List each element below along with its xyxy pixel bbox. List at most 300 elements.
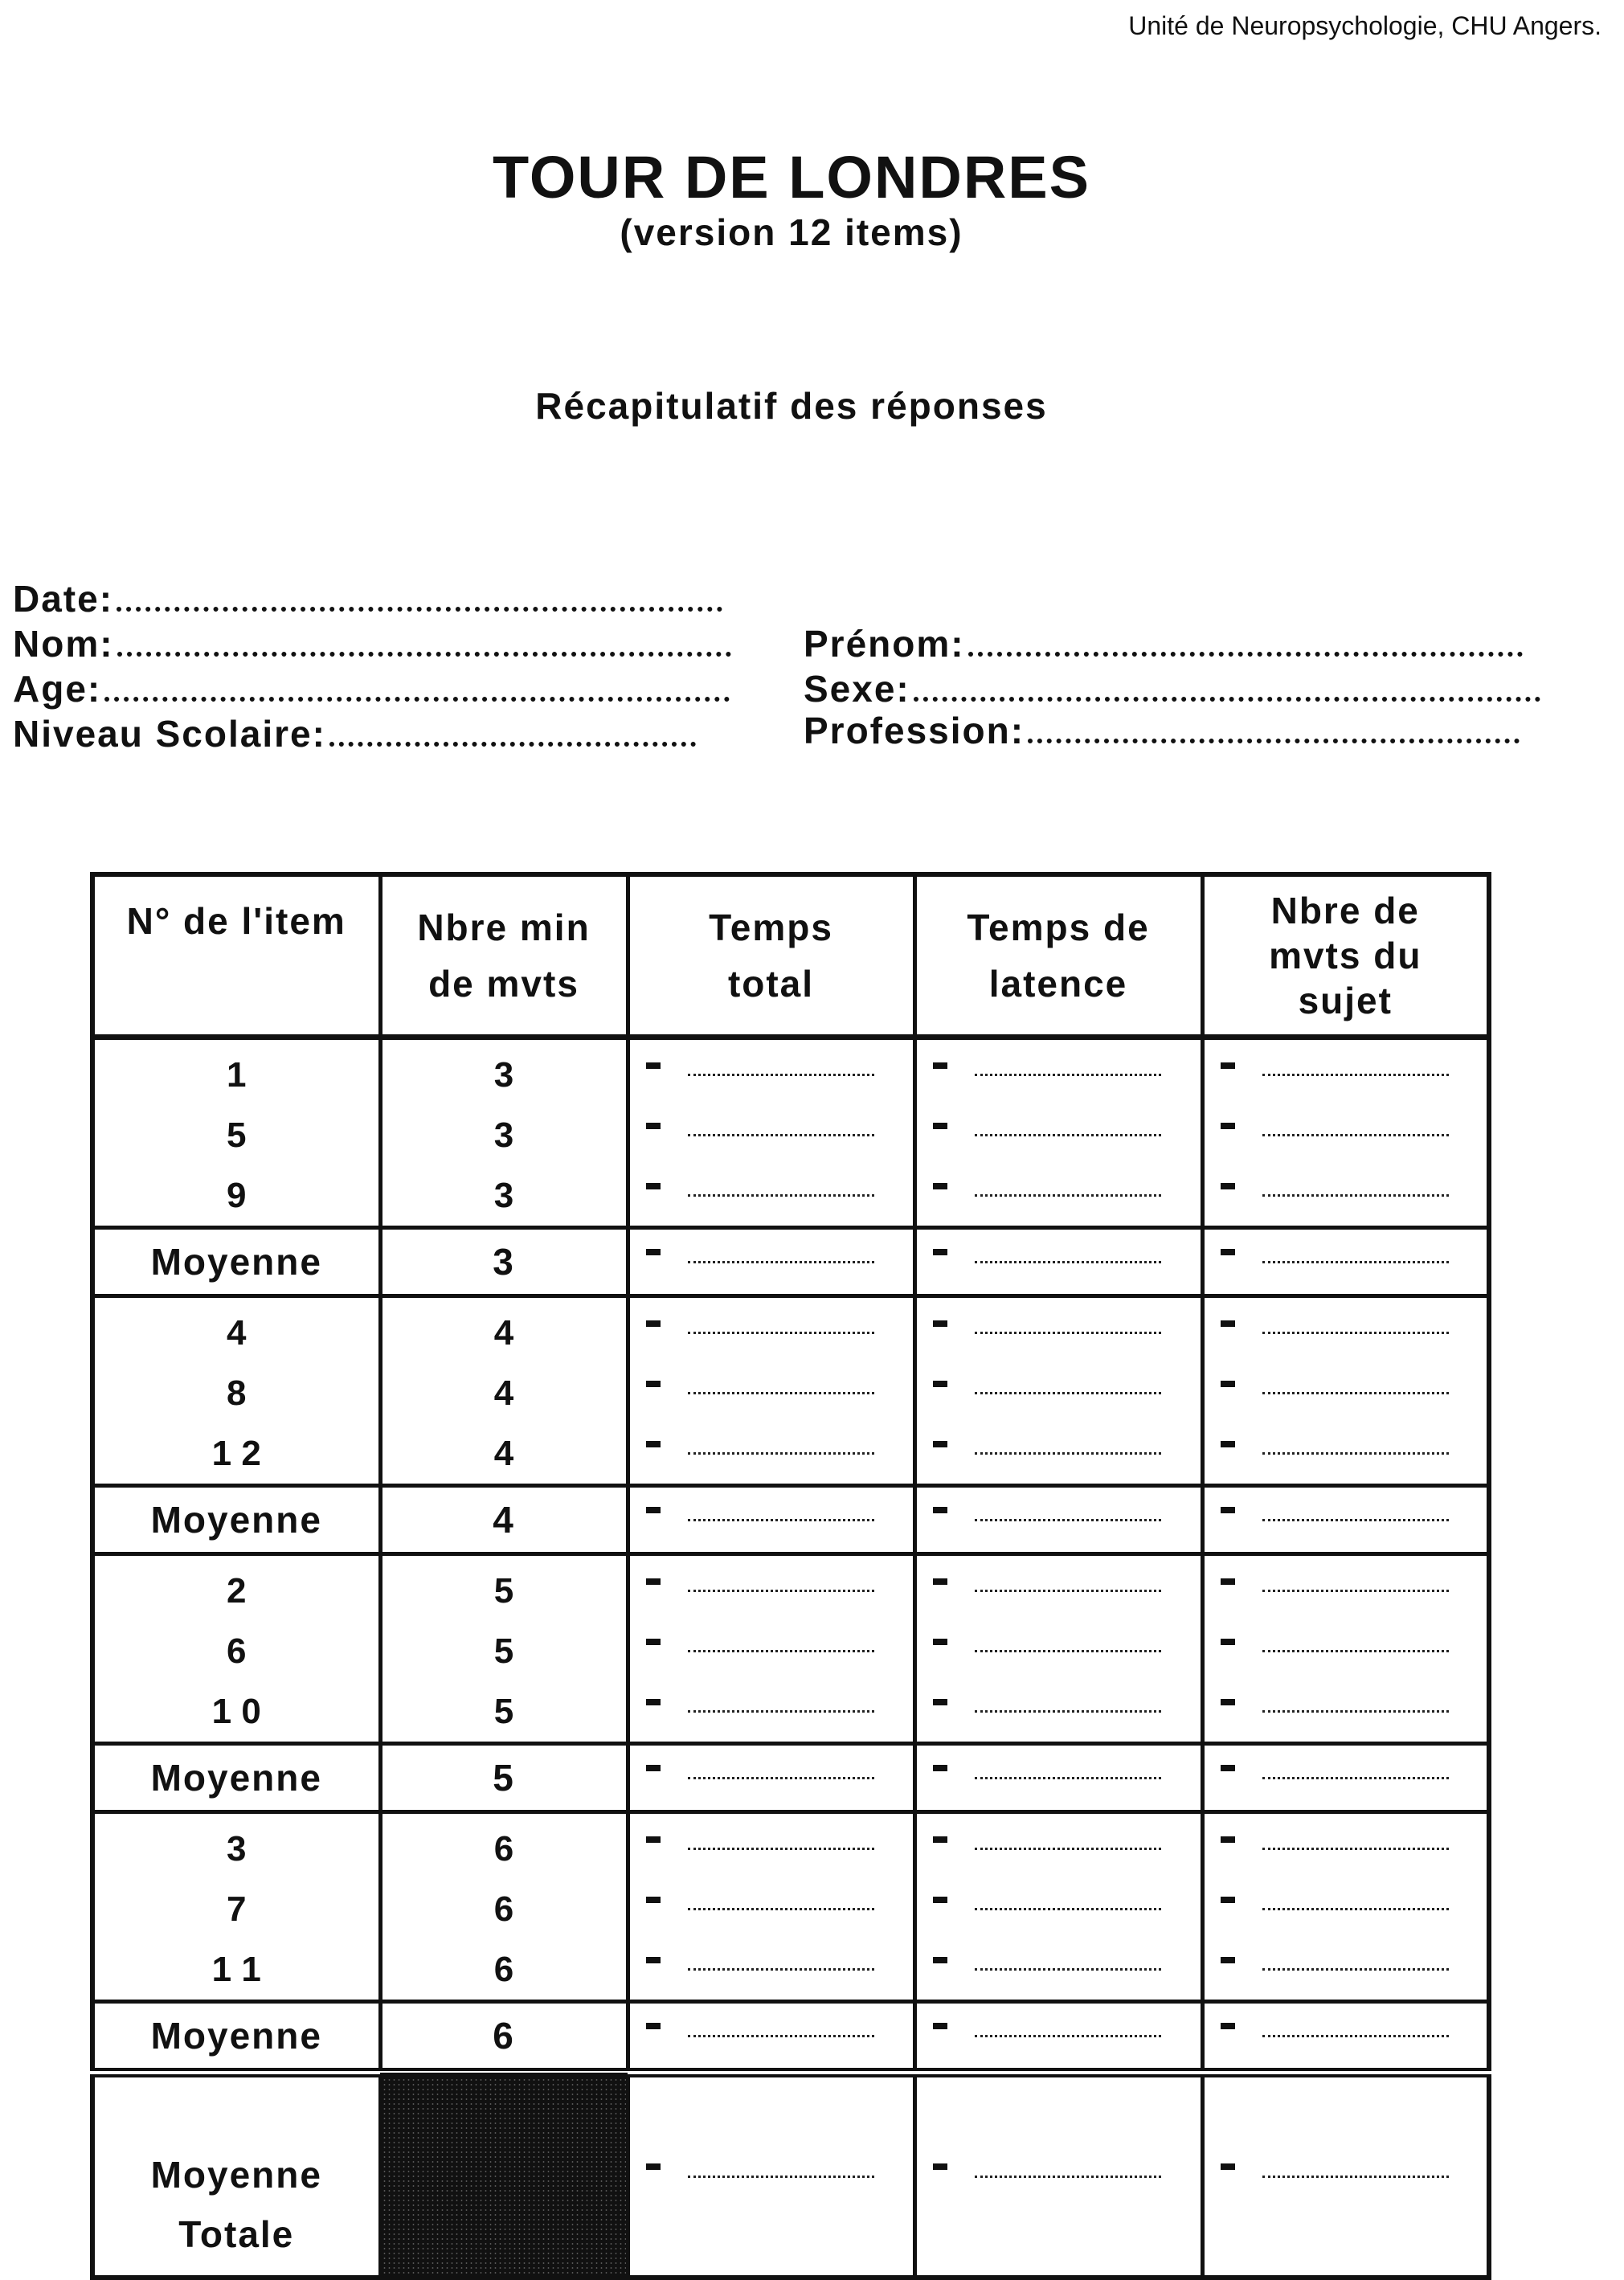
average-total-time-cell-entry[interactable] [630, 1488, 913, 1552]
dotted-entry-line[interactable] [688, 1777, 874, 1779]
latency-cell-entry[interactable] [917, 1423, 1201, 1484]
average-latency-cell[interactable] [914, 1744, 1202, 1812]
subject-moves-cell[interactable] [1202, 1879, 1489, 1939]
dotted-entry-line[interactable] [1262, 1650, 1449, 1652]
total-time-cell[interactable] [628, 1554, 914, 1622]
dash-mark [646, 1639, 661, 1645]
min-moves-cell: 3 [380, 1038, 628, 1106]
dotted-entry-line[interactable] [688, 1392, 874, 1394]
form-title: TOUR DE LONDRES [492, 144, 1091, 211]
dotted-entry-line[interactable] [688, 1908, 874, 1910]
dash-mark [1221, 1183, 1235, 1189]
dotted-entry-line[interactable] [1262, 1519, 1449, 1521]
min-moves-cell: 4 [380, 1296, 628, 1364]
average-row [92, 1486, 1489, 1554]
subject-moves-cell-entry[interactable] [1205, 1363, 1487, 1423]
dotted-entry-line[interactable] [1262, 2176, 1449, 2178]
table-row [92, 1879, 1489, 1939]
latency-cell[interactable] [914, 1879, 1202, 1939]
table-row [92, 1939, 1489, 2002]
total-average-time-cell-entry[interactable] [630, 2077, 913, 2275]
dotted-entry-line[interactable] [688, 1074, 874, 1076]
average-min-moves-cell: 6 [380, 2002, 628, 2073]
dash-mark [646, 2023, 661, 2029]
total-time-cell[interactable] [628, 1939, 914, 2002]
subject-moves-cell-entry[interactable] [1205, 1939, 1487, 2000]
dotted-entry-line[interactable] [975, 1134, 1161, 1136]
dash-mark [646, 2163, 661, 2170]
average-subject-moves-cell-entry[interactable] [1205, 1230, 1487, 1294]
average-subject-moves-cell-entry[interactable] [1205, 2004, 1487, 2068]
min-moves-cell: 6 [380, 1812, 628, 1880]
latency-cell-entry[interactable] [917, 1561, 1201, 1621]
min-moves-cell: 3 [380, 1105, 628, 1165]
table-row [92, 1554, 1489, 1622]
min-moves-cell: 3 [380, 1165, 628, 1228]
dotted-entry-line[interactable] [1262, 1590, 1449, 1592]
section-heading: Récapitulatif des réponses [535, 385, 1048, 427]
dash-mark [646, 1836, 661, 1843]
total-time-cell-entry[interactable] [630, 1939, 913, 2000]
total-time-cell-entry[interactable] [630, 1681, 913, 1742]
dotted-entry-line[interactable] [1262, 1848, 1449, 1850]
min-moves-cell: 4 [380, 1423, 628, 1486]
table-row [92, 1038, 1489, 1106]
dash-mark [1221, 1578, 1235, 1585]
prenom-dotted-line[interactable] [968, 652, 1523, 657]
min-moves-cell: 5 [380, 1681, 628, 1744]
latency-cell-entry[interactable] [917, 1303, 1201, 1363]
header-item-number [92, 874, 380, 1038]
subject-moves-cell[interactable] [1202, 1038, 1489, 1106]
dotted-entry-line[interactable] [975, 1848, 1161, 1850]
average-subject-moves-cell[interactable] [1202, 1486, 1489, 1554]
dotted-entry-line[interactable] [975, 1332, 1161, 1334]
age-dotted-line[interactable] [104, 697, 730, 702]
header-latency [914, 874, 1202, 1038]
dash-mark [933, 1578, 947, 1585]
item-number-cell: 9 [92, 1165, 380, 1228]
average-total-time-cell[interactable] [628, 1486, 914, 1554]
subject-moves-cell[interactable] [1202, 1296, 1489, 1364]
subject-moves-cell-entry[interactable] [1205, 1621, 1487, 1681]
dash-mark [646, 1699, 661, 1705]
latency-cell[interactable] [914, 1681, 1202, 1744]
dash-mark [1221, 1320, 1235, 1327]
dotted-entry-line[interactable] [975, 1968, 1161, 1971]
average-total-time-cell-entry[interactable] [630, 2004, 913, 2068]
dotted-entry-line[interactable] [688, 2035, 874, 2037]
table-header-row [92, 874, 1489, 1038]
prenom-label: Prénom: [804, 623, 965, 665]
dash-mark [1221, 1441, 1235, 1447]
latency-cell-entry[interactable] [917, 1045, 1201, 1105]
average-latency-cell-entry[interactable] [917, 2004, 1201, 2068]
dash-mark [1221, 1699, 1235, 1705]
average-latency-cell[interactable] [914, 1228, 1202, 1296]
dash-mark [1221, 1765, 1235, 1771]
institution-label: Unité de Neuropsychologie, CHU Angers. [1128, 11, 1602, 40]
min-moves-cell: 6 [380, 1939, 628, 2002]
dotted-entry-line[interactable] [1262, 2035, 1449, 2037]
total-time-cell[interactable] [628, 1165, 914, 1228]
total-time-cell-entry[interactable] [630, 1363, 913, 1423]
total-average-label-cell [92, 2073, 380, 2278]
table-row [92, 1105, 1489, 1165]
dotted-entry-line[interactable] [975, 1519, 1161, 1521]
min-moves-cell: 4 [380, 1363, 628, 1423]
item-number-cell: 3 [92, 1812, 380, 1880]
average-label-cell: Moyenne [92, 1486, 380, 1554]
subject-moves-cell-entry[interactable] [1205, 1561, 1487, 1621]
average-label-cell: Moyenne [92, 1228, 380, 1296]
dash-mark [1221, 1957, 1235, 1963]
date-field[interactable] [13, 577, 722, 620]
header-latency-line1: Temps de [967, 907, 1150, 948]
latency-cell[interactable] [914, 1105, 1202, 1165]
total-time-cell-entry[interactable] [630, 1303, 913, 1363]
subject-moves-cell[interactable] [1202, 1554, 1489, 1622]
dotted-entry-line[interactable] [1262, 1332, 1449, 1334]
header-subject-moves-line3: sujet [1298, 980, 1393, 1021]
dash-mark [646, 1123, 661, 1129]
profession-field[interactable] [804, 709, 1520, 752]
total-time-cell[interactable] [628, 1681, 914, 1744]
sexe-label: Sexe: [804, 668, 910, 710]
item-number-cell: 8 [92, 1363, 380, 1423]
total-average-subject-moves-cell[interactable] [1202, 2073, 1489, 2278]
item-number-cell: 1 1 [92, 1939, 380, 2002]
dash-mark [646, 1507, 661, 1513]
results-table [90, 872, 1491, 2280]
header-subject-moves-line2: mvts du [1269, 935, 1422, 976]
table-row [92, 1423, 1489, 1486]
latency-cell-entry[interactable] [917, 1879, 1201, 1939]
shaded-cell [380, 2073, 628, 2278]
average-row [92, 1228, 1489, 1296]
niveau-scolaire-field[interactable] [13, 712, 696, 755]
dash-mark [933, 1381, 947, 1387]
dotted-entry-line[interactable] [975, 2035, 1161, 2037]
average-total-time-cell[interactable] [628, 1744, 914, 1812]
dash-mark [1221, 1249, 1235, 1255]
total-average-latency-cell[interactable] [914, 2073, 1202, 2278]
average-min-moves-cell: 5 [380, 1744, 628, 1812]
latency-cell[interactable] [914, 1812, 1202, 1880]
dash-mark [933, 2023, 947, 2029]
dash-mark [646, 1441, 661, 1447]
dotted-entry-line[interactable] [975, 1908, 1161, 1910]
average-min-moves-cell: 3 [380, 1228, 628, 1296]
total-time-cell[interactable] [628, 1812, 914, 1880]
dash-mark [933, 1441, 947, 1447]
dash-mark [933, 1639, 947, 1645]
header-min-moves [380, 874, 628, 1038]
date-label: Date: [13, 578, 114, 620]
total-time-cell-entry[interactable] [630, 1879, 913, 1939]
average-subject-moves-cell[interactable] [1202, 2002, 1489, 2073]
min-moves-cell: 6 [380, 1879, 628, 1939]
latency-cell-entry[interactable] [917, 1105, 1201, 1165]
latency-cell[interactable] [914, 1939, 1202, 2002]
dotted-entry-line[interactable] [688, 1650, 874, 1652]
total-average-latency-cell-entry[interactable] [917, 2077, 1201, 2275]
dotted-entry-line[interactable] [688, 1710, 874, 1713]
subject-moves-cell[interactable] [1202, 1105, 1489, 1165]
subject-moves-cell[interactable] [1202, 1423, 1489, 1486]
latency-cell[interactable] [914, 1363, 1202, 1423]
table-row [92, 1165, 1489, 1228]
latency-cell[interactable] [914, 1423, 1202, 1486]
dash-mark [646, 1765, 661, 1771]
dash-mark [1221, 1062, 1235, 1069]
dotted-entry-line[interactable] [975, 1590, 1161, 1592]
average-total-time-cell-entry[interactable] [630, 1746, 913, 1810]
header-total-time [628, 874, 914, 1038]
subject-moves-cell-entry[interactable] [1205, 1819, 1487, 1879]
dash-mark [1221, 1507, 1235, 1513]
subject-moves-cell-entry[interactable] [1205, 1165, 1487, 1226]
average-total-time-cell-entry[interactable] [630, 1230, 913, 1294]
latency-cell[interactable] [914, 1554, 1202, 1622]
total-time-cell-entry[interactable] [630, 1621, 913, 1681]
average-row [92, 1744, 1489, 1812]
dash-mark [1221, 1836, 1235, 1843]
min-moves-cell: 5 [380, 1621, 628, 1681]
subject-moves-cell-entry[interactable] [1205, 1423, 1487, 1484]
total-average-label-line2: Totale [178, 2213, 295, 2255]
dotted-entry-line[interactable] [975, 1777, 1161, 1779]
total-time-cell[interactable] [628, 1621, 914, 1681]
min-moves-cell: 5 [380, 1554, 628, 1622]
dash-mark [646, 1381, 661, 1387]
dotted-entry-line[interactable] [1262, 1261, 1449, 1263]
subject-moves-cell[interactable] [1202, 1363, 1489, 1423]
dotted-entry-line[interactable] [975, 1710, 1161, 1713]
dotted-entry-line[interactable] [975, 2176, 1161, 2178]
prenom-field[interactable] [804, 622, 1523, 665]
table-body [92, 1038, 1489, 2278]
dotted-entry-line[interactable] [688, 1261, 874, 1263]
total-time-cell[interactable] [628, 1363, 914, 1423]
item-number-cell: 1 2 [92, 1423, 380, 1486]
age-field[interactable] [13, 667, 730, 710]
age-label: Age: [13, 668, 102, 710]
subject-moves-cell-entry[interactable] [1205, 1879, 1487, 1939]
nom-label: Nom: [13, 623, 114, 665]
dotted-entry-line[interactable] [975, 1392, 1161, 1394]
table-row [92, 1363, 1489, 1423]
dash-mark [933, 1765, 947, 1771]
total-time-cell-entry[interactable] [630, 1105, 913, 1165]
average-subject-moves-cell-entry[interactable] [1205, 1746, 1487, 1810]
dotted-entry-line[interactable] [688, 1452, 874, 1455]
dotted-entry-line[interactable] [1262, 1074, 1449, 1076]
subject-moves-cell-entry[interactable] [1205, 1681, 1487, 1742]
total-time-cell-entry[interactable] [630, 1165, 913, 1226]
latency-cell[interactable] [914, 1038, 1202, 1106]
header-item-number-text: N° de l'item [126, 900, 346, 942]
dotted-entry-line[interactable] [975, 1261, 1161, 1263]
dash-mark [933, 1836, 947, 1843]
header-subject-moves [1202, 874, 1489, 1038]
latency-cell-entry[interactable] [917, 1165, 1201, 1226]
average-label-cell: Moyenne [92, 1744, 380, 1812]
dash-mark [1221, 2023, 1235, 2029]
item-number-cell: 7 [92, 1879, 380, 1939]
latency-cell-entry[interactable] [917, 1621, 1201, 1681]
dash-mark [1221, 1639, 1235, 1645]
total-time-cell-entry[interactable] [630, 1045, 913, 1105]
dash-mark [1221, 1123, 1235, 1129]
item-number-cell: 2 [92, 1554, 380, 1622]
subject-moves-cell[interactable] [1202, 1939, 1489, 2002]
dotted-entry-line[interactable] [688, 1194, 874, 1197]
dotted-entry-line[interactable] [1262, 1134, 1449, 1136]
total-time-cell-entry[interactable] [630, 1561, 913, 1621]
total-time-cell[interactable] [628, 1038, 914, 1106]
item-number-cell: 4 [92, 1296, 380, 1364]
dotted-entry-line[interactable] [975, 1452, 1161, 1455]
date-dotted-line[interactable] [117, 607, 722, 612]
item-number-cell: 1 0 [92, 1681, 380, 1744]
header-subject-moves-line1: Nbre de [1270, 890, 1420, 931]
latency-cell[interactable] [914, 1165, 1202, 1228]
dash-mark [1221, 1897, 1235, 1903]
subject-moves-cell[interactable] [1202, 1621, 1489, 1681]
nom-dotted-line[interactable] [117, 652, 731, 657]
dotted-entry-line[interactable] [975, 1650, 1161, 1652]
average-latency-cell-entry[interactable] [917, 1230, 1201, 1294]
dash-mark [646, 1062, 661, 1069]
sexe-field[interactable] [804, 667, 1540, 710]
dotted-entry-line[interactable] [1262, 1968, 1449, 1971]
dotted-entry-line[interactable] [688, 1519, 874, 1521]
average-latency-cell[interactable] [914, 1486, 1202, 1554]
niveau-scolaire-label: Niveau Scolaire: [13, 713, 326, 755]
item-number-cell: 6 [92, 1621, 380, 1681]
latency-cell-entry[interactable] [917, 1819, 1201, 1879]
average-subject-moves-cell-entry[interactable] [1205, 1488, 1487, 1552]
dash-mark [1221, 1381, 1235, 1387]
dash-mark [933, 1183, 947, 1189]
subject-moves-cell-entry[interactable] [1205, 1303, 1487, 1363]
subject-moves-cell[interactable] [1202, 1165, 1489, 1228]
total-average-subject-moves-cell-entry[interactable] [1205, 2077, 1487, 2275]
average-row [92, 2002, 1489, 2073]
dotted-entry-line[interactable] [975, 1194, 1161, 1197]
subject-moves-cell-entry[interactable] [1205, 1045, 1487, 1105]
niveau-scolaire-dotted-line[interactable] [329, 742, 696, 747]
header-latency-line2: latence [988, 963, 1128, 1005]
item-number-cell: 1 [92, 1038, 380, 1106]
table-row [92, 1621, 1489, 1681]
dotted-entry-line[interactable] [1262, 1777, 1449, 1779]
dotted-entry-line[interactable] [1262, 1392, 1449, 1394]
latency-cell[interactable] [914, 1621, 1202, 1681]
total-time-cell[interactable] [628, 1423, 914, 1486]
dash-mark [646, 1183, 661, 1189]
header-min-moves-line1: Nbre min [417, 907, 591, 948]
total-average-row [92, 2073, 1489, 2278]
average-subject-moves-cell[interactable] [1202, 1228, 1489, 1296]
dash-mark [933, 1320, 947, 1327]
dotted-entry-line[interactable] [1262, 1452, 1449, 1455]
dash-mark [933, 1957, 947, 1963]
form-subtitle: (version 12 items) [620, 211, 963, 253]
dotted-entry-line[interactable] [688, 1848, 874, 1850]
total-time-cell[interactable] [628, 1296, 914, 1364]
average-min-moves-cell: 4 [380, 1486, 628, 1554]
dash-mark [933, 2163, 947, 2170]
dotted-entry-line[interactable] [688, 1134, 874, 1136]
average-total-time-cell[interactable] [628, 1228, 914, 1296]
dotted-entry-line[interactable] [688, 1332, 874, 1334]
header-total-time-line1: Temps [709, 907, 833, 948]
total-time-cell[interactable] [628, 1105, 914, 1165]
average-subject-moves-cell[interactable] [1202, 1744, 1489, 1812]
header-min-moves-line2: de mvts [428, 963, 579, 1005]
total-time-cell-entry[interactable] [630, 1423, 913, 1484]
subject-moves-cell-entry[interactable] [1205, 1105, 1487, 1165]
table-row [92, 1296, 1489, 1364]
subject-moves-cell[interactable] [1202, 1812, 1489, 1880]
dash-mark [646, 1249, 661, 1255]
header-total-time-line2: total [727, 963, 815, 1005]
dotted-entry-line[interactable] [1262, 1194, 1449, 1197]
item-number-cell: 5 [92, 1105, 380, 1165]
dotted-entry-line[interactable] [688, 1590, 874, 1592]
dash-mark [646, 1578, 661, 1585]
profession-label: Profession: [804, 710, 1025, 751]
dash-mark [646, 1957, 661, 1963]
dotted-entry-line[interactable] [688, 2176, 874, 2178]
dotted-entry-line[interactable] [1262, 1908, 1449, 1910]
dash-mark [933, 1699, 947, 1705]
dash-mark [933, 1062, 947, 1069]
profession-dotted-line[interactable] [1028, 739, 1520, 743]
dotted-entry-line[interactable] [975, 1074, 1161, 1076]
total-time-cell-entry[interactable] [630, 1819, 913, 1879]
average-latency-cell[interactable] [914, 2002, 1202, 2073]
table-row [92, 1681, 1489, 1744]
table-row [92, 1812, 1489, 1880]
dash-mark [1221, 2163, 1235, 2170]
total-time-cell[interactable] [628, 1879, 914, 1939]
dotted-entry-line[interactable] [1262, 1710, 1449, 1713]
sexe-dotted-line[interactable] [914, 697, 1540, 702]
dash-mark [646, 1897, 661, 1903]
dash-mark [933, 1249, 947, 1255]
dotted-entry-line[interactable] [688, 1968, 874, 1971]
latency-cell-entry[interactable] [917, 1363, 1201, 1423]
latency-cell[interactable] [914, 1296, 1202, 1364]
average-label-cell: Moyenne [92, 2002, 380, 2073]
dash-mark [933, 1897, 947, 1903]
dash-mark [646, 1320, 661, 1327]
dash-mark [933, 1507, 947, 1513]
total-average-label-line1: Moyenne [150, 2154, 322, 2196]
latency-cell-entry[interactable] [917, 1939, 1201, 2000]
dash-mark [933, 1123, 947, 1129]
average-total-time-cell[interactable] [628, 2002, 914, 2073]
average-latency-cell-entry[interactable] [917, 1488, 1201, 1552]
nom-field[interactable] [13, 622, 731, 665]
total-average-time-cell[interactable] [628, 2073, 914, 2278]
subject-moves-cell[interactable] [1202, 1681, 1489, 1744]
average-latency-cell-entry[interactable] [917, 1746, 1201, 1810]
latency-cell-entry[interactable] [917, 1681, 1201, 1742]
